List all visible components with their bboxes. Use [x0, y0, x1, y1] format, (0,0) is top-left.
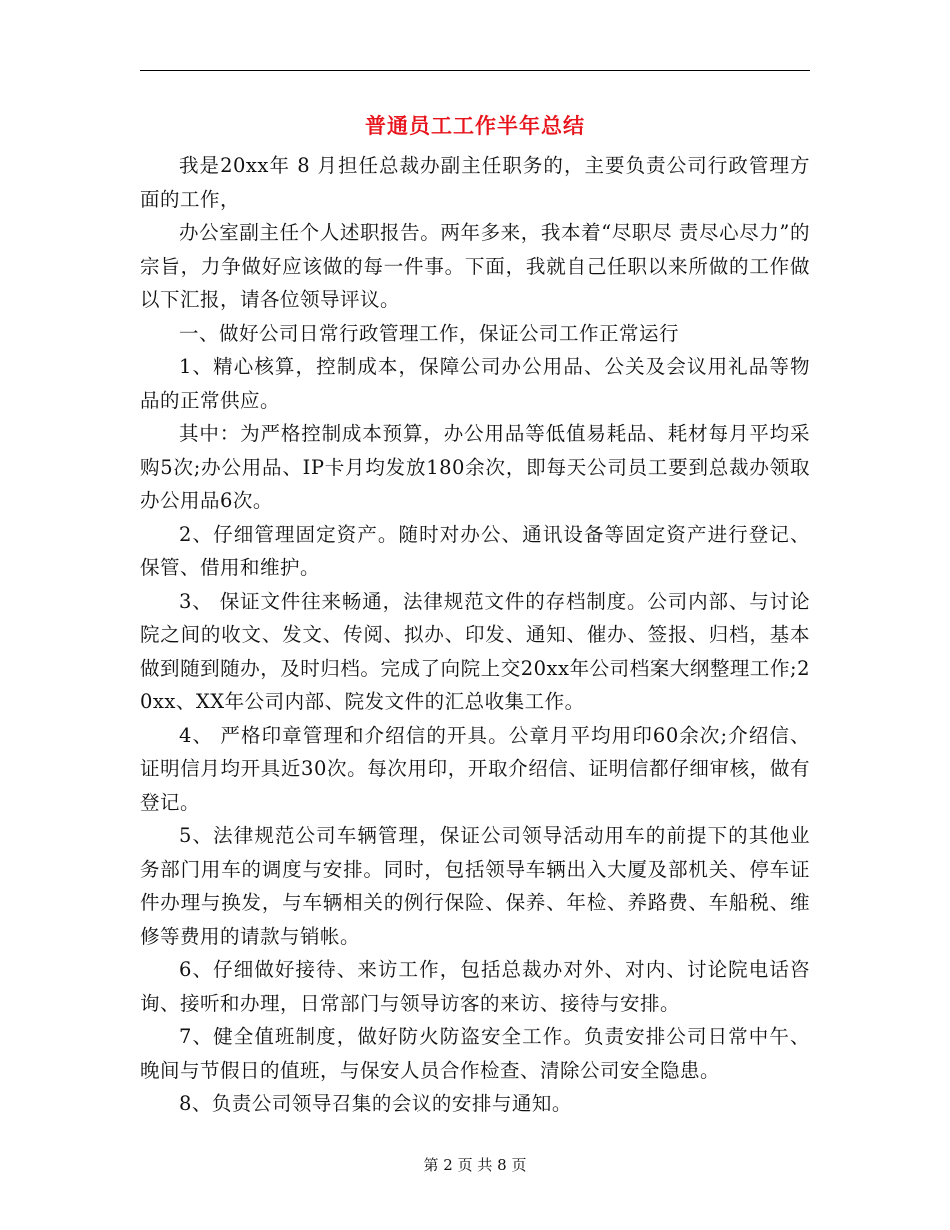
paragraph-report: 办公室副主任个人述职报告。两年多来，我本着“尽职尽 责尽心尽力”的宗旨，力争做好应该做的每一件事。下面，我就自己任职以来所做的工作做以下汇报，请各位领导评议。	[140, 221, 810, 311]
document-body	[140, 149, 810, 1121]
paragraph-intro: 我是20xx年 8 月担任总裁办副主任职务的，主要负责公司行政管理方面的工作，	[140, 154, 810, 211]
list-item-4: 4、 严格印章管理和介绍信的开具。公章月平均用印60余次;介绍信、证明信月均开具近30次。每次用印，开取介绍信、证明信都仔细审核，做有登记。	[140, 723, 810, 814]
list-item-6: 6、仔细做好接待、来访工作，包括总裁办对外、对内、讨论院电话咨询、接听和办理，日常部门与领导访客的来访、接待与安排。	[140, 958, 810, 1015]
header-rule	[140, 70, 810, 71]
list-item-1: 1、精心核算，控制成本，保障公司办公用品、公关及会议用礼品等物品的正常供应。	[140, 355, 810, 412]
list-item-7: 7、健全值班制度，做好防火防盗安全工作。负责安排公司日常中午、晚间与节假日的值班，与保安人员合作检查、清除公司安全隐患。	[140, 1025, 810, 1082]
section-heading-1: 一、做好公司日常行政管理工作，保证公司工作正常运行	[179, 321, 680, 345]
page-number: 第 2 页 共 8 页	[423, 1156, 527, 1174]
list-item-2: 2、仔细管理固定资产。随时对办公、通讯设备等固定资产进行登记、保管、借用和维护。	[140, 522, 810, 579]
list-item-3: 3、 保证文件往来畅通，法律规范文件的存档制度。公司内部、与讨论院之间的收文、发文、传阅、拟办、印发、通知、催办、签报、归档，基本做到随到随办，及时归档。完成了向院上交20xx年公司档案大纲整理工作;20xx、XX年公司内部、院发文件的汇总收集工作。	[140, 589, 810, 713]
document-title: 普通员工工作半年总结	[365, 113, 585, 138]
list-item-5: 5、法律规范公司车辆管理，保证公司领导活动用车的前提下的其他业务部门用车的调度与安排。同时，包括领导车辆出入大厦及部机关、停车证件办理与换发，与车辆相关的例行保险、保养、年检、养路费、车船税、维修等费用的请款与销帐。	[140, 824, 810, 948]
list-item-8: 8、负责公司领导召集的会议的安排与通知。	[179, 1092, 572, 1115]
list-item-1-detail: 其中：为严格控制成本预算，办公用品等低值易耗品、耗材每月平均采购5次;办公用品、IP卡月均发放180余次，即每天公司员工要到总裁办领取办公用品6次。	[140, 422, 810, 512]
page-footer	[140, 1154, 810, 1176]
